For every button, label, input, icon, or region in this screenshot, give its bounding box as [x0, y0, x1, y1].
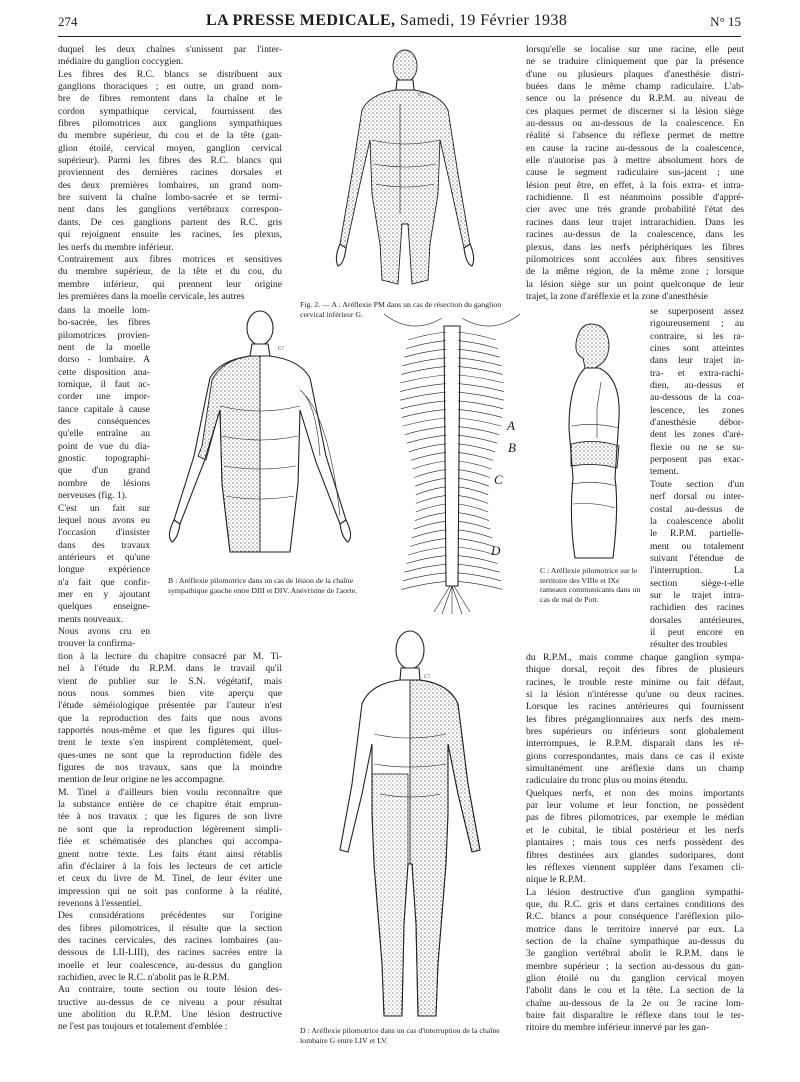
right-narrow-line: Toute section d'un: [650, 478, 744, 490]
left-bottom-line: ne sont que la reproduction légèrement simpli-: [58, 823, 282, 835]
left-column-bottom: [58, 651, 282, 1034]
journal-title: [206, 12, 567, 30]
nerve-branch: [405, 427, 446, 435]
figure-label-c: C: [494, 472, 503, 487]
left-top-line: glion étoilé, cervical moyen, ganglion cervical: [58, 142, 282, 154]
nerve-branch: [402, 409, 446, 417]
left-narrow-line: quelques enseigne-: [58, 601, 150, 613]
journal-name: LA PRESSE MEDICALE,: [206, 12, 396, 29]
nerve-branch: [458, 401, 503, 409]
left-narrow-line: mer en y ajoutant: [58, 588, 150, 600]
right-top-line: sence ou la présence du R.P.M. au niveau de: [526, 93, 744, 105]
left-column-top: [58, 44, 282, 303]
right-top-line: réalité si l'absence du réflexe permet de mettre: [526, 130, 744, 142]
left-narrow-line: l'occasion d'insister: [58, 527, 150, 539]
nerve-branch: [458, 444, 495, 452]
right-bottom-line: les réflexes viennent suppléer dans l'examen cli-: [526, 861, 744, 873]
right-bottom-line: R.C. blancs a pour conséquence l'aréflexion pilo-: [526, 911, 744, 923]
svg-text:C7: C7: [418, 93, 424, 98]
right-top-line: trajet, la zone d'aréflexie et la zone d'anesthésie: [526, 290, 708, 302]
left-narrow-line: trouver la confirma-: [58, 638, 136, 650]
right-bottom-line: pas de fibres pilomotrices, par exemple le médian: [526, 812, 744, 824]
right-narrow-line: section siège-t-elle: [650, 577, 744, 589]
left-top-line: membre inférieur, qui prennent leur origine: [58, 278, 282, 290]
right-bottom-line: bres supérieurs ou inférieurs sont globalement: [526, 726, 744, 738]
running-header: [58, 14, 741, 36]
nerve-branch: [458, 366, 503, 374]
nerve-branch: [458, 435, 497, 443]
left-top-line: du membre supérieur, du cou et de la tête (gan-: [58, 130, 282, 142]
nerve-branch: [414, 470, 446, 478]
left-top-line: des deux premières lombaires, un grand nom-: [58, 179, 282, 191]
right-top-line: buées dans le même champ radiculaire. L'ab-: [526, 81, 744, 93]
figure-label-a: A: [507, 418, 515, 433]
left-narrow-line: ments nouveaux.: [58, 613, 124, 625]
left-bottom-line: la substance entière de ce chapitre était emprun-: [58, 799, 282, 811]
right-top-line: lorsqu'elle se localise sur une racine, elle peut: [526, 44, 744, 55]
left-narrow-line: dans des travaux: [58, 539, 150, 551]
nerve-branch: [458, 573, 501, 581]
left-narrow-line: tance capitale à cause: [58, 403, 150, 415]
right-narrow-line: suivant l'étendue de: [650, 552, 744, 564]
right-column-narrow: [650, 306, 744, 652]
right-top-line: en cause la racine au-dessous de la coalescence,: [526, 142, 744, 154]
left-top-line: bre de fibres remontent dans la chaîne et le: [58, 93, 282, 105]
nerve-branch: [458, 452, 493, 460]
left-top-line: qui rejoignent ensuite les racines, les plexus,: [58, 229, 282, 241]
right-narrow-line: d'anesthésie débor-: [650, 417, 744, 429]
right-top-line: de la même région, de la même zone ; lorsque: [526, 266, 744, 278]
left-bottom-line: moelle et leur coalescence, au-dessus du ganglion: [58, 959, 282, 971]
left-top-line: les nerfs du membre inférieur.: [58, 241, 174, 253]
figure-spinal-cord-diagram: [372, 306, 532, 616]
right-narrow-line: nerf dorsal ou inter-: [650, 491, 744, 503]
caption-figure-a: Fig. 2. — A : Aréflexie PM dans un cas de résection du ganglion cervical inférieur G.: [300, 300, 502, 319]
left-top-line: proviennent des dernières racines dorsales et: [58, 167, 282, 179]
right-narrow-line: perposent pas exac-: [650, 454, 744, 466]
right-column-top: [526, 44, 744, 303]
left-bottom-line: l'étude séméiologique présentée par l'auteur n'est: [58, 700, 282, 712]
left-bottom-line: tructive au-dessus de ce niveau a pour résultat: [58, 996, 282, 1008]
right-bottom-line: thique dorsal, reçoit des fibres de plusieurs: [526, 664, 744, 676]
left-bottom-line: Au contraire, toute section ou toute lésion des-: [58, 984, 282, 996]
right-bottom-line: fibres destinées aux glandes sudoripares, dont: [526, 849, 744, 861]
left-narrow-line: antérieurs et qu'une: [58, 551, 150, 563]
right-narrow-line: lescence, les zones: [650, 404, 744, 416]
left-narrow-line: longue expérience: [58, 564, 150, 576]
left-narrow-line: tomique, il faut ac-: [58, 379, 150, 391]
nerve-branch: [412, 530, 446, 538]
svg-text:C7: C7: [424, 675, 430, 680]
svg-text:C7: C7: [278, 347, 284, 352]
right-bottom-line: ritoire du membre inférieur innervé par les gan-: [526, 1022, 710, 1034]
right-narrow-line: dorsales antérieures,: [650, 614, 744, 626]
left-top-line: dants. De ces ganglions partent des R.C. gris: [58, 216, 282, 228]
right-bottom-line: du R.P.M., mais comme chaque ganglion sympa-: [526, 652, 744, 663]
nerve-branch: [404, 564, 446, 572]
right-top-line: ces plaques permet de discerner si la lésion siège: [526, 105, 744, 117]
right-top-line: racines au-dessus de la coalescence, dans les: [526, 229, 744, 241]
nerve-branch: [415, 513, 446, 521]
nerve-branch: [414, 521, 446, 529]
caption-figure-c: C : Aréflexie pilomotrice sur le territoire des VIIIe et IXe rameaux communicants dans un cas de mal de Pott.: [540, 566, 641, 604]
left-bottom-line: figures de nos travaux, sans que la moindre: [58, 762, 282, 774]
right-narrow-line: tra- et extra-rachi-: [650, 367, 744, 379]
right-narrow-line: l'interruption. La: [650, 565, 744, 577]
right-bottom-line: l'abolit dans le cou et la tête. La section de la: [526, 985, 744, 997]
left-bottom-line: rapportés nous-même et que les figures qui illus-: [58, 725, 282, 737]
right-narrow-line: rigoureusement ; au: [650, 318, 744, 330]
nerve-branch: [416, 504, 446, 512]
right-top-line: racines dans leur trajet intrarachidien. Dans les: [526, 216, 744, 228]
figure-d-body-front: [300, 624, 520, 1022]
right-bottom-line: motrice dans le territoire innervé par eux. La: [526, 923, 744, 935]
left-narrow-line: Nous avons cru en: [58, 625, 150, 637]
page-number: 274: [58, 14, 78, 29]
nerve-branch: [403, 358, 446, 366]
right-narrow-line: contraire, si les ra-: [650, 330, 744, 342]
nerve-branch: [408, 332, 446, 340]
right-top-line: d'une ou plusieurs plaques d'anesthésie distri-: [526, 68, 744, 80]
nerve-branch: [415, 478, 446, 486]
nerve-branch: [458, 358, 501, 366]
left-narrow-line: n'a fait que confir-: [58, 576, 150, 588]
left-bottom-line: trent le texte s'en inspirent complètement, quel-: [58, 737, 282, 749]
left-top-line: cordon sympathique cervical, fournissent des: [58, 105, 282, 117]
right-narrow-line: se superposent assez: [650, 306, 744, 317]
left-top-line: supérieur). Parmi les fibres des R.C. blancs qui: [58, 155, 282, 167]
right-bottom-line: interrompues, le R.P.M. disparaît dans les ré-: [526, 738, 744, 750]
nerve-branch: [458, 470, 490, 478]
right-top-line: la lésion siège sur un point quelconque de leur: [526, 278, 744, 290]
right-bottom-line: que, du R.C. gris et dans certaines conditions des: [526, 898, 744, 910]
nerve-branch: [458, 530, 492, 538]
nerve-branch: [458, 478, 489, 486]
right-bottom-line: Lorsque les racines antérieures qui fournissent: [526, 701, 744, 713]
nerve-branch: [458, 349, 500, 357]
right-bottom-line: baire fait disparaître le réflexe dans tout le ter-: [526, 1009, 744, 1021]
left-narrow-line: cette disposition ana-: [58, 366, 150, 378]
left-narrow-line: bo-sacrée, les fibres: [58, 317, 150, 329]
left-bottom-line: fiée et schématisée des planches qui accompa-: [58, 836, 282, 848]
nerve-branch: [458, 513, 489, 521]
right-bottom-line: et le cubital, le tibial postérieur et les nerfs: [526, 824, 744, 836]
left-narrow-line: dans la moelle lom-: [58, 305, 150, 316]
right-top-line: plexus, dans les nerfs périphériques les fibres: [526, 241, 744, 253]
nerve-branch: [411, 452, 446, 460]
nerve-branch: [407, 435, 446, 443]
left-bottom-line: mention de leur origine ne les accompagne.: [58, 774, 226, 786]
nerve-branch: [403, 573, 446, 581]
issue-date: Samedi, 19 Février 1938: [399, 12, 568, 29]
nerve-branch: [401, 366, 446, 374]
left-bottom-line: que la reproduction des faits que nous avons: [58, 712, 282, 724]
right-narrow-line: la coalescence abolit: [650, 515, 744, 527]
right-narrow-line: dans leur trajet in-: [650, 355, 744, 367]
left-top-line: médiaire du ganglion coccygien.: [58, 56, 184, 68]
right-top-line: lésion peut être, en effet, à la fois extra- et intra-: [526, 179, 744, 191]
figure-label-b: B: [508, 440, 516, 455]
right-bottom-line: si la lésion n'intéresse qu'une ou deux racines.: [526, 689, 744, 701]
nerve-branch: [400, 375, 446, 383]
left-bottom-line: nous nous sommes bien vite aperçu que: [58, 688, 282, 700]
left-narrow-line: corder une impor-: [58, 391, 150, 403]
nerve-branch: [458, 521, 490, 529]
left-top-line: nent dans les ganglions vertébraux correspon-: [58, 204, 282, 216]
right-bottom-line: simultanément une aréflexie dans un champ: [526, 763, 744, 775]
left-narrow-line: nerveuses (fig. 1).: [58, 490, 128, 502]
left-bottom-line: gnent notre texte. Les faits étant ainsi rétablis: [58, 848, 282, 860]
right-top-line: ne se traduire cliniquement que par la présence: [526, 56, 744, 68]
nerve-branch: [458, 409, 502, 417]
nerve-branch: [416, 487, 446, 495]
caption-figure-b: B : Aréflexie pilomotrice dans un cas de lésion de la chaîne sympathique gauche entre DIII et DIV. Anévrisme de l'aorte.: [168, 576, 358, 595]
nerve-branch: [458, 504, 488, 512]
left-top-line: du membre supérieur, de la tête et du cou, du: [58, 266, 282, 278]
right-bottom-line: Quelques nerfs, et non des moins importants: [526, 787, 744, 799]
nerve-branch: [458, 461, 491, 469]
left-bottom-line: impression qui ne soit pas conforme à la réalité,: [58, 885, 282, 897]
right-bottom-line: membre supérieur ; la section au-dessous du gan-: [526, 960, 744, 972]
nerve-branch: [458, 427, 499, 435]
right-top-line: pilomotrices sont accolées aux fibres sensitives: [526, 253, 744, 265]
left-bottom-line: une abolition du R.P.M. Une lésion destructive: [58, 1008, 282, 1020]
left-narrow-line: qu'elle entraîne au: [58, 428, 150, 440]
left-top-line: bre suivent la chaîne lombo-sacrée et se termi-: [58, 192, 282, 204]
left-top-line: duquel les deux chaînes s'unissent par l'inter-: [58, 44, 282, 55]
right-narrow-line: cines sont atteintes: [650, 343, 744, 355]
nerve-branch: [403, 418, 446, 426]
left-bottom-line: ques-unes ne sont que la reproduction fidèle des: [58, 749, 282, 761]
nerve-branch: [416, 495, 446, 503]
nerve-branch: [404, 349, 446, 357]
right-top-line: rachidienne. Il est néanmoins possible d'appré-: [526, 192, 744, 204]
right-bottom-line: glion étoilé ou du ganglion cervical moyen: [526, 972, 744, 984]
left-bottom-line: M. Tinel a d'ailleurs bien voulu reconnaître que: [58, 786, 282, 798]
left-bottom-line: des fibres pilomotrices, il résulte que la section: [58, 922, 282, 934]
right-top-line: elle n'autorise pas à mettre absolument hors de: [526, 155, 744, 167]
figure-label-d: D: [491, 543, 501, 558]
left-bottom-line: tion à la lecture du chapitre consacré par M. Ti-: [58, 651, 282, 662]
right-bottom-line: les fibres préganglionnaires aux nerfs des mem-: [526, 713, 744, 725]
nerve-branch: [400, 384, 446, 392]
right-top-line: au-dessus ou au-dessous de la coalescence. En: [526, 118, 744, 130]
nerve-branch: [458, 332, 496, 340]
left-narrow-line: pilomotrices provien-: [58, 329, 150, 341]
nerve-branch: [409, 444, 446, 452]
left-bottom-line: et ceux du livre de M. Tinel, de leur éviter une: [58, 873, 282, 885]
left-bottom-line: revenons à l'essentiel.: [58, 897, 142, 909]
left-narrow-line: que d'un grand: [58, 465, 150, 477]
nerve-branch: [400, 392, 446, 400]
left-narrow-line: point de vue du dia-: [58, 440, 150, 452]
left-narrow-line: nombre de lésions: [58, 477, 150, 489]
nerve-branch: [410, 538, 446, 546]
nerve-branch: [458, 418, 501, 426]
right-top-line: cause le segment radiculaire sus-jacent ; une: [526, 167, 744, 179]
nerve-branch: [408, 547, 446, 555]
right-narrow-line: ment ou totalement: [650, 540, 744, 552]
right-narrow-line: flexie ou ne se su-: [650, 441, 744, 453]
right-narrow-line: au-dessous de la coa-: [650, 392, 744, 404]
left-bottom-line: nel à l'étude du R.P.M. dans le travail qu'il: [58, 663, 282, 675]
right-narrow-line: tement.: [650, 466, 679, 478]
nerve-branch: [406, 341, 446, 349]
left-bottom-line: des racines cervicales, des racines lombaires (au-: [58, 934, 282, 946]
right-bottom-line: radiculaire du tronc plus ou moins étendu.: [526, 775, 688, 787]
right-narrow-line: sur le trajet intra-: [650, 589, 744, 601]
left-top-line: ganglions thoraciques ; en outre, un grand nom-: [58, 81, 282, 93]
left-bottom-line: rachidien, avec le R.C. n'abolit pas le R.P.M.: [58, 971, 230, 983]
nerve-branch: [458, 487, 488, 495]
right-narrow-line: rachidien des racines: [650, 602, 744, 614]
right-column-bottom: [526, 652, 744, 1035]
left-narrow-line: gnostic topographi-: [58, 453, 150, 465]
right-bottom-line: La lésion destructive d'un ganglion sympathi-: [526, 886, 744, 898]
left-narrow-line: des conséquences: [58, 416, 150, 428]
left-narrow-line: lequel nous avons eu: [58, 514, 150, 526]
right-bottom-line: racines, le trouble reste minime ou fait défaut,: [526, 676, 744, 688]
nerve-branch: [401, 401, 446, 409]
left-top-line: les premières dans la moelle cervicale, les autres: [58, 290, 245, 302]
left-top-line: Les fibres des R.C. blancs se distribuent aux: [58, 68, 282, 80]
issue-number: N° 15: [710, 14, 741, 29]
right-bottom-line: chaîne au-dessous de la 2e ou 3e racine lom-: [526, 997, 744, 1009]
nerve-branch: [458, 375, 504, 383]
right-bottom-line: gions correspondantes, mais dans ce cas il existe: [526, 750, 744, 762]
left-top-line: Contrairement aux fibres motrices et sensitives: [58, 253, 282, 265]
header-rule: [58, 36, 741, 37]
figure-a-body-front: [300, 44, 510, 294]
left-narrow-line: nent de la moelle: [58, 342, 150, 354]
right-bottom-line: section de la chaîne sympathique au-dessus du: [526, 935, 744, 947]
nerve-branch: [401, 581, 446, 589]
right-narrow-line: dent les zones d'aré-: [650, 429, 744, 441]
right-bottom-line: par leur volume et leur fonction, ne possèdent: [526, 800, 744, 812]
right-bottom-line: nique le R.P.M.: [526, 874, 586, 886]
left-bottom-line: tée à nos travaux ; que les figures de son livre: [58, 811, 282, 823]
left-narrow-line: C'est un fait sur: [58, 502, 150, 514]
nerve-branch: [458, 581, 503, 589]
nerve-branch: [458, 341, 498, 349]
right-narrow-line: dien, au-dessus et: [650, 380, 744, 392]
caption-figure-d: D : Aréflexie pilomotrice dans un cas d'interruption de la chaîne lombaire G entre LIV et LV.: [300, 1026, 500, 1045]
right-top-line: cier avec une très grande probabilité l'état des: [526, 204, 744, 216]
nerve-branch: [458, 392, 504, 400]
right-narrow-line: résulter des troubles: [650, 639, 728, 651]
nerve-branch: [458, 538, 494, 546]
nerve-branch: [458, 495, 488, 503]
right-narrow-line: costal au-dessus de: [650, 503, 744, 515]
right-narrow-line: il peut encore en: [650, 626, 744, 638]
left-column-narrow: [58, 305, 150, 651]
left-narrow-line: dorso - lombaire. A: [58, 354, 150, 366]
left-bottom-line: ne l'est pas toujours et totalement d'emblée :: [58, 1021, 228, 1033]
figure-c-body-profile: [535, 318, 645, 564]
nerve-branch: [413, 461, 446, 469]
left-bottom-line: vient de publier sur le S.N. végétatif, mais: [58, 675, 282, 687]
nerve-branch: [458, 564, 500, 572]
left-bottom-line: afin d'éclairer à la fois les lecteurs de cet article: [58, 860, 282, 872]
right-narrow-line: le R.P.M. partielle-: [650, 528, 744, 540]
left-bottom-line: dessous de LII-LIII), des racines sacrées entre la: [58, 947, 282, 959]
figure-b-body-front: [160, 306, 360, 574]
left-bottom-line: Des considérations précédentes sur l'origine: [58, 910, 282, 922]
right-bottom-line: 3e ganglion vertébral abolit le R.P.M. dans le: [526, 948, 744, 960]
nerve-branch: [406, 556, 446, 564]
nerve-branch: [458, 384, 504, 392]
left-top-line: fibres pilomotrices aux ganglions sympathiques: [58, 118, 282, 130]
right-bottom-line: plantaires ; mais tous ces nerfs possèdent des: [526, 837, 744, 849]
